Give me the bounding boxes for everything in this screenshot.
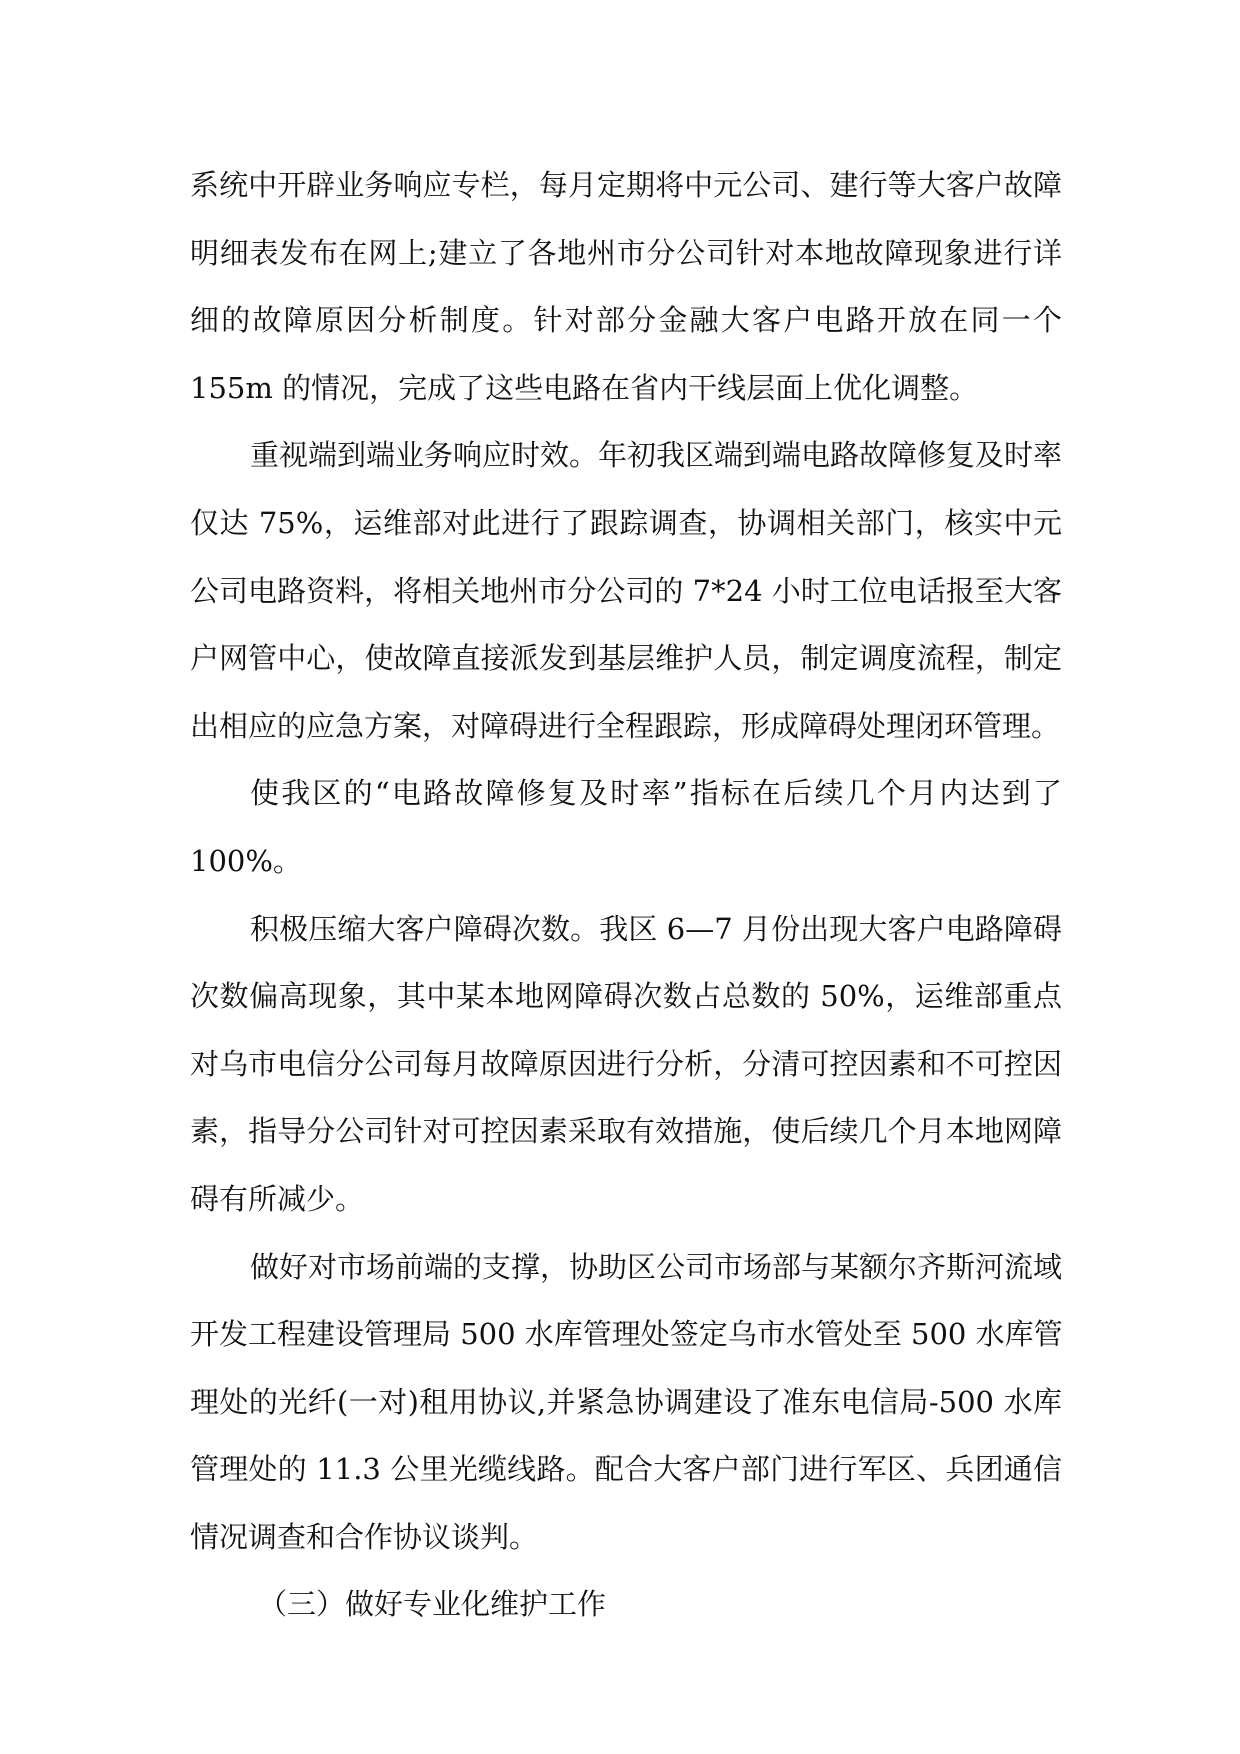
text-line: 做好对市场前端的支撑，协助区公司市场部与某额尔齐斯河流域 (250, 1249, 1063, 1284)
document-page (190, 152, 1062, 1639)
text-line: 100%。 (190, 843, 302, 878)
text-line: 系统中开辟业务响应专栏，每月定期将中元公司、建行等大客户故障 (190, 168, 1062, 202)
text-line: 次数偏高现象，其中某本地网障碍次数占总数的 50%，运维部重点 (190, 979, 1062, 1014)
text-line: 细的故障原因分析制度。针对部分金融大客户电路开放在同一个 (190, 303, 1062, 338)
text-line: 户网管中心，使故障直接派发到基层维护人员，制定调度流程，制定 (190, 641, 1062, 676)
paragraph (190, 896, 1062, 1234)
text-line: 明细表发布在网上;建立了各地州市分公司针对本地故障现象进行详 (190, 235, 1062, 270)
text-line: 理处的光纤(一对)租用协议,并紧急协调建设了准东电信局-500 水库 (190, 1384, 1062, 1419)
section-heading: （三）做好专业化维护工作 (258, 1587, 607, 1622)
paragraph (190, 152, 1062, 422)
text-line: 碍有所减少。 (190, 1181, 365, 1216)
paragraph (190, 422, 1062, 760)
paragraph (190, 760, 1062, 895)
text-line: 情况调查和合作协议谈判。 (190, 1519, 539, 1554)
text-line: 155m 的情况，完成了这些电路在省内干线层面上优化调整。 (190, 370, 979, 405)
text-line: 公司电路资料，将相关地州市分公司的 7*24 小时工位电话报至大客 (190, 573, 1062, 608)
text-line: 使我区的“电路故障修复及时率”指标在后续几个月内达到了 (250, 776, 1062, 811)
text-line: 开发工程建设管理局 500 水库管理处签定乌市水管处至 500 水库管 (190, 1317, 1063, 1352)
text-line: 重视端到端业务响应时效。年初我区端到端电路故障修复及时率 (250, 438, 1063, 473)
text-line: 管理处的 11.3 公里光缆线路。配合大客户部门进行军区、兵团通信 (190, 1452, 1062, 1487)
paragraph (190, 1234, 1062, 1572)
text-line: 仅达 75%，运维部对此进行了跟踪调查，协调相关部门，核实中元 (190, 505, 1062, 540)
text-line: 对乌市电信分公司每月故障原因进行分析，分清可控因素和不可控因 (190, 1046, 1062, 1081)
text-line: 出相应的应急方案，对障碍进行全程跟踪，形成障碍处理闭环管理。 (190, 708, 1061, 743)
text-line: 素，指导分公司针对可控因素采取有效措施，使后续几个月本地网障 (190, 1114, 1062, 1149)
text-line: 积极压缩大客户障碍次数。我区 6—7 月份出现大客户电路障碍 (250, 911, 1062, 946)
